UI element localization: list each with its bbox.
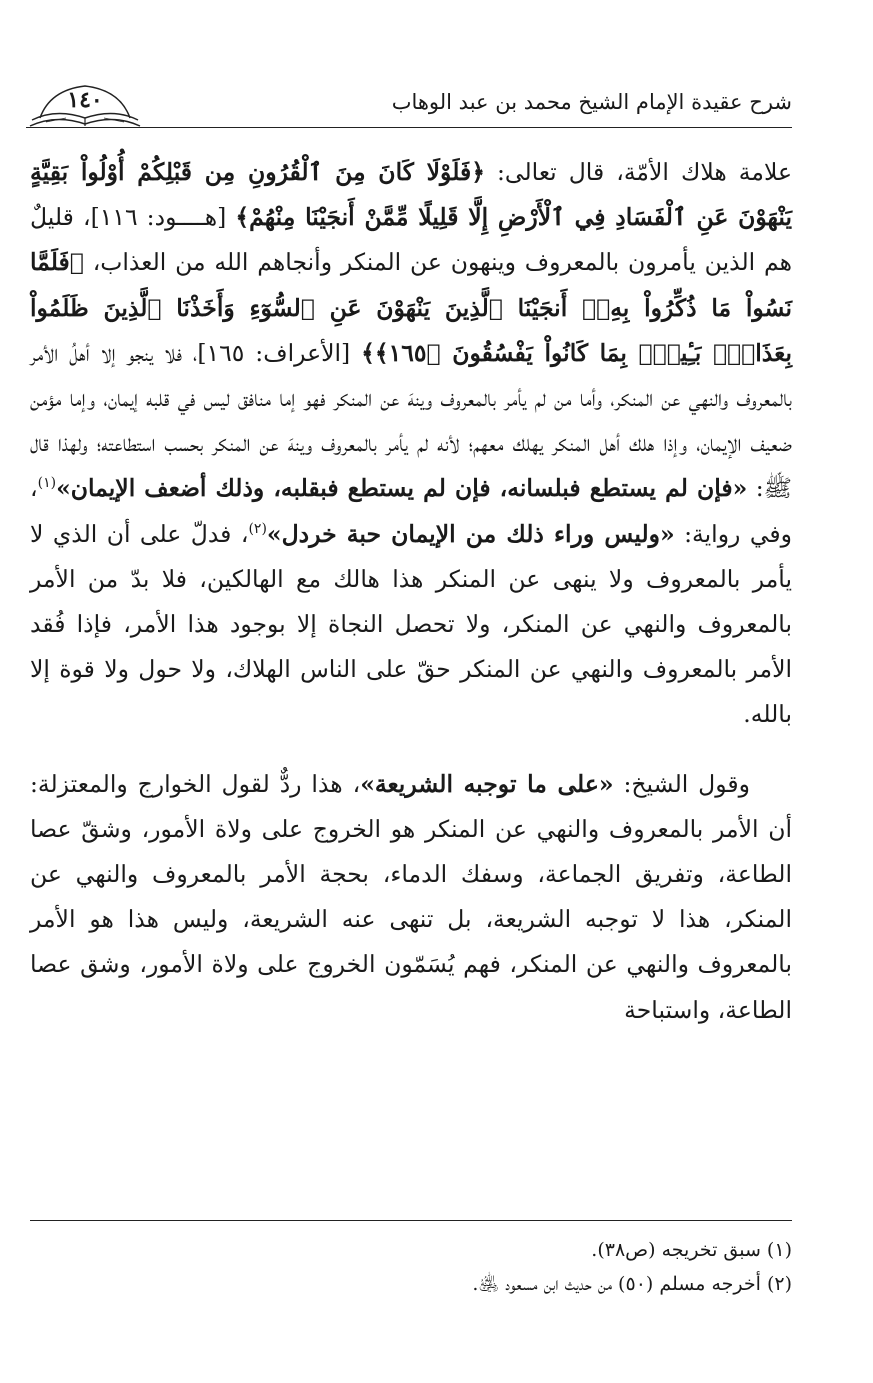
page-header [26,80,792,128]
page-number: ١٤٠ [67,87,103,113]
paragraph-2 [30,762,792,1033]
footnote-2: (٢) أخرجه مسلم (٥٠) من حديث ابن مسعود ﵁. [472,1273,792,1295]
header-divider [26,127,792,128]
text-run: قليلٌ هم الذين يأمرون بالمعروف وينهون عن المنكر وأنجاهم الله من العذاب، [30,203,792,277]
quran-verse: ﴿فَلَمَّا نَسُواْ مَا ذُكِّرُواْ بِهِۦٓ أَنجَيْنَا ٱلَّذِينَ يَنْهَوْنَ عَنِ ٱلسُّوٓءِ وَأَخَذْنَا ٱلَّذِينَ ظَلَمُواْ بِعَذَابٍۭ بَـِٔيسٍۭ بِمَا كَانُواْ يَفْسُقُونَ ﴿١٦٥﴾﴾ [30,248,792,367]
footnote-marker[interactable]: (١) [37,475,57,492]
text-run: ، هذا ردٌّ لقول الخوارج والمعتزلة: أن الأمر بالمعروف والنهي عن المنكر هو الخروج على ولاة الأمور، وشقّ عصا الطاعة، وتفريق الجماعة، وسفك الدماء، بحجة الأمر بالمعروف والنهي عن المنكر، هذا لا توجبه الشريعة، بل تنهى عنه الشريعة، وليس هذا هو الأمر بالمعروف والنهي عن المنكر، فهم يُسَمّون الخروج على ولاة الأمور، وشق عصا الطاعة، واستباحة [30,769,792,1024]
quran-verse: ﴿فَلَوْلَا كَانَ مِنَ ٱلْقُرُونِ مِن قَبْلِكُمْ أُوْلُواْ بَقِيَّةٍ يَنْهَوْنَ عَنِ ٱلْفَسَادِ فِي ٱلْأَرْضِ إِلَّا قَلِيلًا مِّمَّنْ أَنجَيْنَا مِنْهُمْ﴾ [30,158,793,232]
footnote-1: (١) سبق تخريجه (ص٣٨). [591,1239,792,1261]
hadith-quote: «وليس وراء ذلك من الإيمان حبة خردل» [266,519,675,548]
text-run: علامة هلاك الأمّة، قال تعالى: [484,158,792,186]
quoted-phrase: «على ما توجبه الشريعة» [360,769,614,798]
hadith-quote: «فإن لم يستطع فبلسانه، فإن لم يستطع فبقلبه، وذلك أضعف الإيمان» [56,474,748,503]
text-run: وقول الشيخ: [613,769,750,798]
paragraph-1 [30,150,792,738]
footnote-marker[interactable]: (٢) [248,520,267,537]
text-run: ، وفي رواية: [30,474,793,548]
text-run: فلا ينجو إلا أهلُ الأمر بالمعروف والنهي عن المنكر، وأما من لم يأمر بالمعروف وينهَ عن المنكر فهو إما منافق ليس في قلبه إيمان، وإما مؤمن ضعيف الإيمان، وإذا هلك أهل المنكر يهلك معهم؛ لأنه لم يأمر بالمعروف وينهَ عن المنكر بحسب استطاعته؛ ولهذا قال ﷺ: [30,338,792,503]
footnotes-section [30,1220,792,1301]
page-number-badge [26,82,144,126]
running-title: شرح عقيدة الإمام الشيخ محمد بن عبد الوهاب [391,90,792,114]
main-text [30,150,792,1033]
text-run: ، فدلّ على أن الذي لا يأمر بالمعروف ولا ينهى عن المنكر هذا هالك مع الهالكين، فلا بدّ من الأمر بالمعروف والنهي عن المنكر، ولا تحصل النجاة إلا بوجود هذا الأمر، فإذا فُقد الأمر بالمعروف والنهي عن المنكر حقّ على الناس الهلاك، ولا حول ولا قوة إلا بالله. [30,519,792,729]
verse-reference: [هــــود: ١١٦]، [73,203,236,232]
verse-reference: [الأعراف: ١٦٥]، [181,338,362,367]
